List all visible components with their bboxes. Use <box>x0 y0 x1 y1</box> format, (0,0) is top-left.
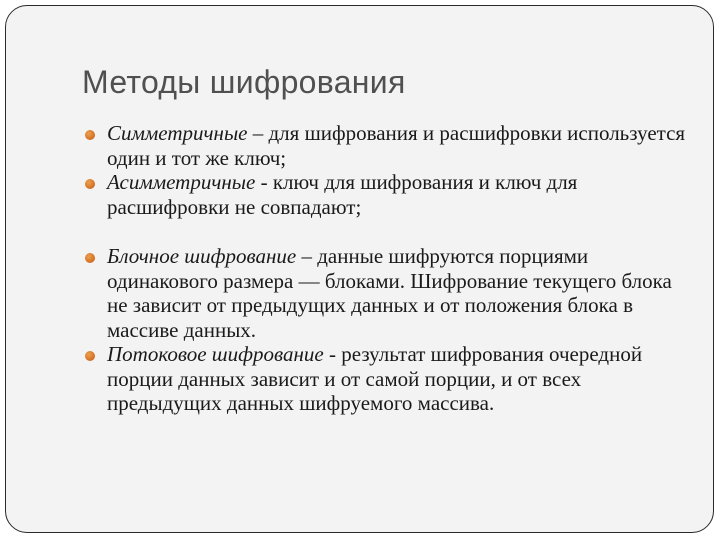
list-item-block-cipher <box>84 244 694 342</box>
slide <box>5 5 714 533</box>
item-text: - ключ для шифрования и ключ для расшифровки не совпадают; <box>107 170 578 219</box>
item-term: Асимметричные <box>107 170 256 194</box>
slide-title: Методы шифрования <box>82 64 406 100</box>
bullet-list <box>84 121 694 416</box>
item-text: – для шифрования и расшифровки используется один и тот же ключ; <box>107 121 686 170</box>
list-item-asymmetric <box>84 170 694 219</box>
item-term: Потоковое шифрование <box>107 342 324 366</box>
bullet-dot-icon <box>85 179 95 189</box>
list-item-stream-cipher <box>84 342 694 416</box>
item-text: - результат шифрования очередной порции данных зависит и от самой порции, и от всех предыдущих данных шифруемого массива. <box>107 342 643 415</box>
bullet-dot-icon <box>85 253 95 263</box>
bullet-dot-icon <box>85 351 95 361</box>
item-term: Симметричные <box>107 121 248 145</box>
item-text: – данные шифруются порциями одинакового размера — блоками. Шифрование текущего блока не зависит от предыдущих данных и от положения блока в массиве данных. <box>107 244 672 342</box>
list-item-symmetric <box>84 121 694 170</box>
item-term: Блочное шифрование <box>107 244 297 268</box>
bullet-dot-icon <box>85 130 95 140</box>
